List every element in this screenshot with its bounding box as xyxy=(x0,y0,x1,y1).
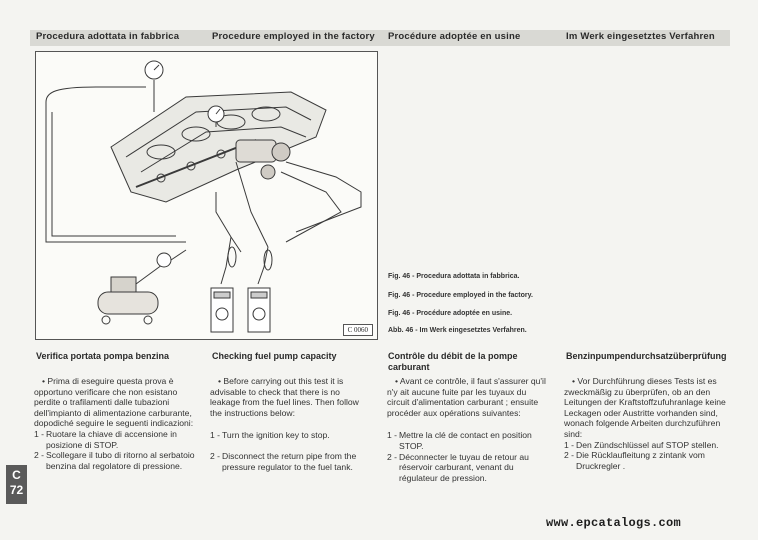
figure-caption-de: Abb. 46 - Im Werk eingesetztes Verfahren. xyxy=(388,327,527,334)
step-item: 1 - Turn the ignition key to stop. xyxy=(210,430,330,441)
figure-caption-en: Fig. 46 - Procedure employed in the factory. xyxy=(388,292,533,299)
section-title-it: Verifica portata pompa benzina xyxy=(36,351,170,361)
step-item: 2 - Die Rücklaufleitung z zintank vom Druckregler . xyxy=(564,450,705,471)
figure-caption-it: Fig. 46 - Procedura adottata in fabbrica. xyxy=(388,273,520,280)
column-english xyxy=(210,376,372,472)
column-italian xyxy=(34,376,196,471)
header-title-de: Im Werk eingesetztes Verfahren xyxy=(566,31,715,42)
intro-paragraph: • Before carrying out this test it is advisable to check that there is no leakage from the fuel lines. Then follow the instructions below: xyxy=(210,376,359,418)
intro-paragraph: • Prima di eseguire questa prova è opportuno verificare che non esistano perdite o trafilamenti dalle tubazioni dell'impianto di alimentazione carburante, dopodiché seguire le seguenti indicazioni: xyxy=(34,376,194,429)
figure-caption-fr: Fig. 46 - Procédure adoptée en usine. xyxy=(388,310,513,317)
step-item: 1 - Mettre la clé de contact en position STOP. xyxy=(387,430,532,451)
header-title-en: Procedure employed in the factory xyxy=(212,31,375,42)
fuel-system-illustration xyxy=(36,52,377,339)
section-page-tab xyxy=(6,465,27,504)
step-item: 1 - Den Zündschlüssel auf STOP stellen. xyxy=(564,439,719,450)
step-item: 2 - Déconnecter le tuyau de retour au réservoir carburant, venant du régulateur de pression. xyxy=(387,451,529,483)
section-title-de: Benzinpumpendurchsatzüberprüfung xyxy=(566,351,727,361)
step-item: 2 - Disconnect the return pipe from the pressure regulator to the fuel tank. xyxy=(210,450,357,472)
page-number: 72 xyxy=(9,483,24,497)
section-title-en: Checking fuel pump capacity xyxy=(212,351,337,361)
step-item: 2 - Scollegare il tubo di ritorno al serbatoio benzina dal regolatore di pressione. xyxy=(34,450,195,471)
intro-paragraph: • Avant ce contrôle, il faut s'assurer qu'il n'y ait aucune fuite par les tuyaux du circuit d'alimentation carburant ; ensuite procéder aux opérations suivantes: xyxy=(387,376,546,418)
figure-code-label: C 0060 xyxy=(343,324,373,336)
section-title-fr: Contrôle du débit de la pompe carburant xyxy=(388,351,518,372)
intro-paragraph: • Vor Durchführung dieses Tests ist es zweckmäßig zu überprüfen, ob an den Leitungen der Kraftstoffzufuhranlage keine Leckagen oder Austritte vorhanden sind, wonach folgende Arbeiten durchzuführen sind: xyxy=(564,376,726,439)
figure-fuel-test-diagram xyxy=(35,51,378,340)
step-item: 1 - Ruotare la chiave di accensione in posizione di STOP. xyxy=(34,428,177,450)
section-letter: C xyxy=(12,468,21,482)
watermark-url: www.epcatalogs.com xyxy=(546,516,682,530)
column-german xyxy=(564,376,730,471)
header-title-it: Procedura adottata in fabbrica xyxy=(36,31,180,42)
column-french xyxy=(387,376,549,483)
header-title-fr: Procédure adoptée en usine xyxy=(388,31,521,42)
